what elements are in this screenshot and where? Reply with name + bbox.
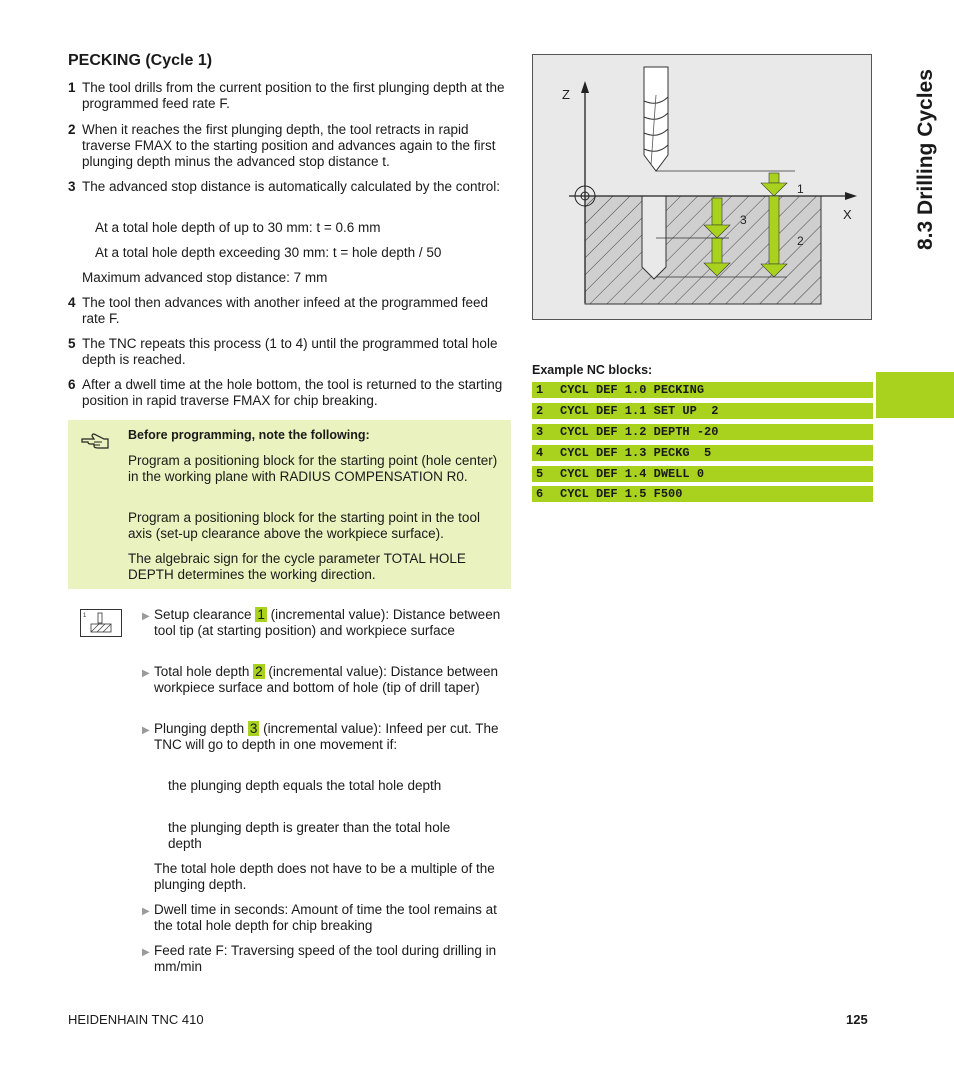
param-desc: (incremental value): Distance between workpiece surface and bottom of hole (tip of drill taper): [154, 664, 498, 695]
param-number-badge: 3: [249, 721, 258, 736]
svg-text:1: 1: [83, 613, 87, 619]
param-text: Feed rate F: Traversing speed of the tool during drilling in mm/min: [154, 943, 497, 974]
step-number: 1: [68, 80, 76, 95]
step-2: [68, 122, 510, 170]
param-setup-clearance: [142, 607, 508, 639]
page-number: 125: [846, 1012, 868, 1027]
param-number-badge: 1: [257, 607, 265, 622]
param-desc: (incremental value): Distance between tool tip (at starting position) and workpiece surface: [154, 607, 501, 638]
nc-block-code: CYCL DEF 1.5 F500: [560, 487, 683, 501]
nc-block-code: CYCL DEF 1.2 DEPTH -20: [560, 425, 719, 439]
step-number: 4: [68, 295, 76, 310]
chapter-tab: [876, 372, 954, 418]
nc-block-row: [532, 486, 873, 502]
footer-product: HEIDENHAIN TNC 410: [68, 1012, 204, 1027]
param-text: [154, 607, 508, 639]
step-4: [68, 295, 510, 327]
drilled-hole: [642, 196, 666, 279]
note-title: Before programming, note the following:: [128, 428, 370, 442]
param-label: Plunging depth: [154, 721, 248, 736]
nc-block-number: 6: [536, 487, 544, 501]
param-desc: (incremental value): Infeed per cut. The TNC will go to depth in one movement if:: [154, 721, 499, 752]
step3-detail-2: At a total hole depth exceeding 30 mm: t = hole depth / 50: [95, 245, 442, 260]
nc-blocks-label: Example NC blocks:: [532, 363, 653, 377]
param-plunging-depth: [142, 721, 508, 753]
param-feed-rate: [142, 943, 508, 975]
triangle-right-icon: ▶: [142, 668, 150, 679]
x-axis-label: X: [843, 207, 852, 222]
nc-block-number: 2: [536, 404, 544, 418]
step-text: The TNC repeats this process (1 to 4) until the programmed total hole depth is reached.: [82, 336, 498, 367]
nc-block-row: [532, 382, 873, 398]
step-6: [68, 377, 510, 409]
setup-clearance-arrow: [761, 183, 787, 196]
nc-block-number: 3: [536, 425, 544, 439]
plunge-note: The total hole depth does not have to be a multiple of the plunging depth.: [154, 861, 495, 892]
x-axis-arrow: [845, 192, 857, 200]
param-label: Total hole depth: [154, 664, 254, 679]
nc-block-number: 4: [536, 446, 544, 460]
nc-block-code: CYCL DEF 1.1 SET UP 2: [560, 404, 719, 418]
note-paragraph: The algebraic sign for the cycle parameter TOTAL HOLE DEPTH determines the working direction.: [128, 551, 466, 582]
param-total-hole-depth: [142, 664, 508, 696]
param-text: Dwell time in seconds: Amount of time the tool remains at the total hole depth for chip breaking: [154, 902, 497, 933]
step-3: [68, 179, 510, 195]
step-number: 2: [68, 122, 76, 137]
nc-block-row: [532, 403, 873, 419]
step-1: [68, 80, 510, 112]
nc-block-row: [532, 466, 873, 482]
nc-block-code: CYCL DEF 1.0 PECKING: [560, 383, 705, 397]
max-advanced-stop: Maximum advanced stop distance: 7 mm: [82, 270, 328, 285]
workpiece-hatch: [585, 196, 821, 304]
label-2: 2: [797, 234, 804, 248]
step-text: The tool then advances with another infeed at the programmed feed rate F.: [82, 295, 489, 326]
label-1: 1: [797, 182, 804, 196]
step-number: 6: [68, 377, 76, 392]
plunge-condition-1: the plunging depth equals the total hole depth: [168, 778, 442, 793]
pecking-diagram: [532, 54, 872, 320]
triangle-right-icon: ▶: [142, 947, 150, 958]
pointing-hand-icon: [80, 430, 112, 452]
step-number: 5: [68, 336, 76, 351]
step3-detail-1: At a total hole depth of up to 30 mm: t = 0.6 mm: [95, 220, 381, 235]
section-heading: PECKING (Cycle 1): [68, 52, 213, 69]
param-number-badge: 2: [255, 664, 263, 679]
plunge-condition-2: the plunging depth is greater than the total hole depth: [168, 820, 451, 851]
nc-block-row: [532, 445, 873, 461]
nc-block-number: 5: [536, 467, 544, 481]
param-text: [154, 721, 508, 753]
note-paragraph: Program a positioning block for the starting point (hole center) in the working plane with RADIUS COMPENSATION R0.: [128, 453, 498, 484]
z-axis-label: Z: [562, 87, 570, 102]
nc-block-code: CYCL DEF 1.3 PECKG 5: [560, 446, 712, 460]
step-text: When it reaches the first plunging depth, the tool retracts in rapid traverse FMAX to the starting position and advances again to the first plunging depth minus the advanced stop distance t.: [82, 122, 496, 169]
step-text: The tool drills from the current position to the first plunging depth at the programmed feed rate F.: [82, 80, 505, 111]
note-paragraph: Program a positioning block for the starting point in the tool axis (set-up clearance above the workpiece surface).: [128, 510, 480, 541]
chapter-title-text: 8.3 Drilling Cycles: [914, 69, 937, 250]
step-5: [68, 336, 510, 368]
step-text: The advanced stop distance is automatically calculated by the control:: [82, 179, 500, 194]
z-axis-arrow: [581, 81, 589, 93]
param-text: [154, 664, 508, 696]
triangle-right-icon: ▶: [142, 725, 150, 736]
chapter-side-title: [876, 40, 954, 370]
param-label: Setup clearance: [154, 607, 256, 622]
nc-block-row: [532, 424, 873, 440]
step-number: 3: [68, 179, 76, 194]
label-3: 3: [740, 213, 747, 227]
step-text: After a dwell time at the hole bottom, the tool is returned to the starting position in rapid traverse FMAX for chip breaking.: [82, 377, 503, 408]
pecking-diagram-svg: [533, 55, 871, 319]
triangle-right-icon: ▶: [142, 611, 150, 622]
nc-block-number: 1: [536, 383, 544, 397]
param-dwell-time: [142, 902, 508, 934]
triangle-right-icon: ▶: [142, 906, 150, 917]
drilling-cycle-softkey-icon[interactable]: [80, 609, 122, 637]
nc-block-code: CYCL DEF 1.4 DWELL 0: [560, 467, 705, 481]
